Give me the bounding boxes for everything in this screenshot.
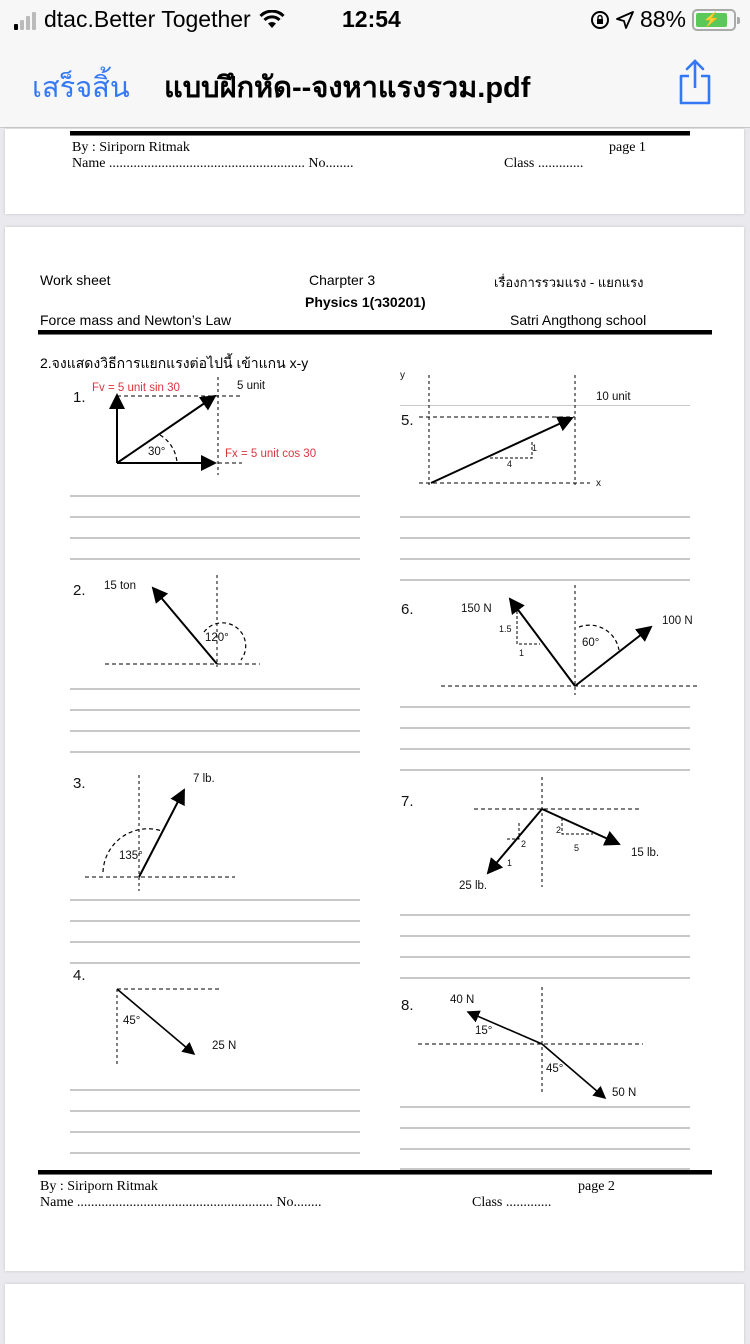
footer-name-field: Name ........................................................ No........ [72, 156, 354, 171]
carrier-name: dtac.Better Together [44, 6, 251, 32]
instruction-text: 2.จงแสดงวิธีการแยกแรงต่อไปนี้ เข้าแกน x-y [40, 355, 309, 371]
clock: 12:54 [342, 6, 401, 32]
question-6-number: 6. [401, 601, 414, 618]
q7-force-b-label: 15 lb. [631, 847, 660, 859]
q5-axis-y: y [400, 370, 405, 381]
document-title: แบบฝึกหัด--จงหาแรงรวม.pdf [164, 72, 531, 104]
q8-force-b-label: 50 N [612, 1087, 637, 1099]
question-3-number: 3. [73, 775, 86, 792]
question-7-number: 7. [401, 793, 414, 810]
q7-run-a-label: 1 [507, 858, 513, 868]
battery-charging-icon: ⚡ [692, 9, 736, 31]
question-1-number: 1. [73, 389, 86, 406]
q1-fy-label: Fv = 5 unit sin 30 [92, 382, 180, 394]
footer-name-field: Name ........................................................ No........ [40, 1195, 322, 1210]
footer-class-field: Class ............. [504, 156, 584, 171]
footer-author: By : Siriporn Ritmak [72, 140, 190, 155]
pdf-page-1 [5, 129, 744, 214]
question-4-number: 4. [73, 967, 86, 984]
header-worksheet: Work sheet [40, 272, 111, 288]
done-button[interactable]: เสร็จสิ้น [32, 72, 130, 104]
status-bar [0, 0, 750, 40]
q8-angle-b-label: 45° [546, 1063, 564, 1075]
navigation-bar [0, 40, 750, 128]
q7-run-b-label: 5 [574, 843, 580, 853]
q6-run-label: 1 [519, 648, 525, 658]
q5-axis-x: x [596, 478, 601, 489]
q1-angle-label: 30° [148, 446, 166, 458]
battery-percent: 88% [639, 6, 686, 32]
q5-force-label: 10 unit [596, 391, 631, 403]
q7-rise-a-label: 2 [521, 839, 527, 849]
location-icon [616, 11, 634, 29]
q4-angle-label: 45° [123, 1015, 141, 1027]
orientation-lock-icon [590, 10, 610, 30]
q2-angle-label: 120° [205, 632, 229, 644]
q7-rise-b-label: 2 [556, 825, 562, 835]
q2-force-label: 15 ton [104, 580, 136, 592]
header-topic: เรื่องการรวมแรง - แยกแรง [494, 275, 644, 290]
q6-force-b-label: 100 N [662, 615, 693, 627]
q8-force-a-label: 40 N [450, 994, 475, 1006]
footer-rule [70, 131, 690, 136]
header-subject: Force mass and Newton’s Law [40, 312, 232, 328]
signal-icon [14, 10, 36, 30]
footer-rule [38, 1170, 712, 1175]
footer-author: By : Siriporn Ritmak [40, 1179, 158, 1194]
header-school: Satri Angthong school [510, 312, 647, 328]
header-chapter: Charpter 3 [309, 272, 376, 288]
q7-force-a-label: 25 lb. [459, 880, 488, 892]
header-course: Physics 1(ว30201) [305, 294, 426, 310]
q1-fx-label: Fx = 5 unit cos 30 [225, 448, 317, 460]
pdf-page-2 [5, 227, 744, 1271]
q1-force-label: 5 unit [237, 380, 266, 392]
q5-rise-label: 1 [532, 443, 538, 453]
q6-angle-label: 60° [582, 637, 600, 649]
question-2-number: 2. [73, 582, 86, 599]
q5-run-label: 4 [507, 459, 513, 469]
question-8-number: 8. [401, 997, 414, 1014]
pdf-page-3 [5, 1284, 744, 1344]
q3-angle-label: 135° [119, 850, 143, 862]
q3-force-label: 7 lb. [193, 773, 215, 785]
footer-class-field: Class ............. [472, 1195, 552, 1210]
q8-angle-a-label: 15° [475, 1025, 493, 1037]
footer-page-number: page 2 [578, 1179, 615, 1194]
q6-force-a-label: 150 N [461, 603, 492, 615]
wifi-icon [259, 10, 285, 30]
q6-rise-label: 1.5 [499, 624, 512, 634]
footer-page-number: page 1 [609, 140, 646, 155]
question-5-number: 5. [401, 412, 414, 429]
q4-force-label: 25 N [212, 1040, 237, 1052]
share-icon[interactable] [676, 58, 714, 106]
